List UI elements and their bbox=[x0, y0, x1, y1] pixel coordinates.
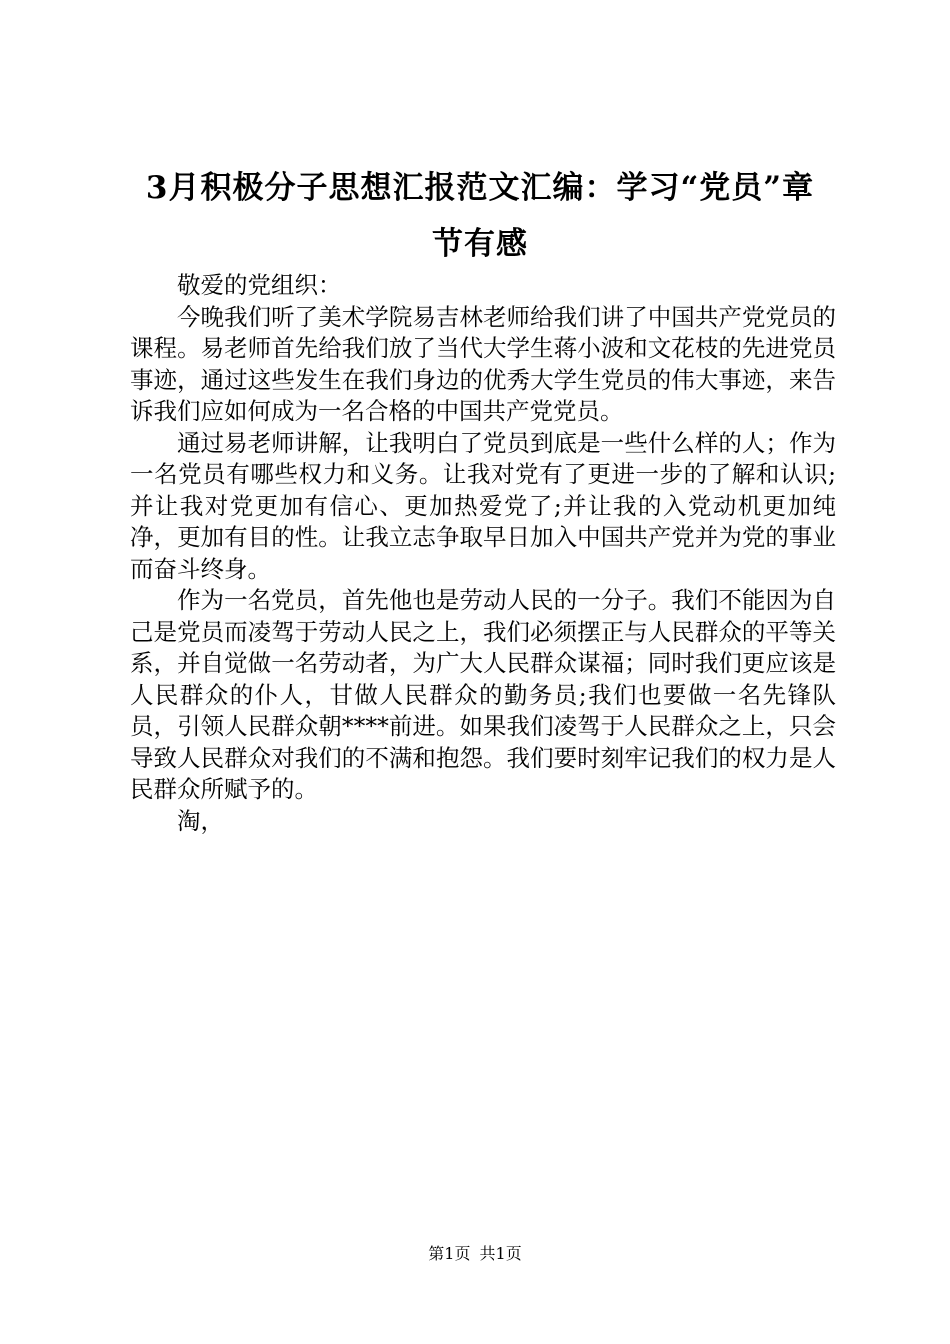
paragraph-1: 今晚我们听了美术学院易吉林老师给我们讲了中国共产党党员的课程。易老师首先给我们放了当代大学生蒋小波和文花枝的先进党员事迹，通过这些发生在我们身边的优秀大学生党员的伟大事迹，来告诉我们应如何成为一名合格的中国共产党党员。 bbox=[130, 302, 836, 425]
paragraph-3: 作为一名党员，首先他也是劳动人民的一分子。我们不能因为自己是党员而凌驾于劳动人民之上，我们必须摆正与人民群众的平等关系，并自觉做一名劳动者，为广大人民群众谋福；同时我们更应该是人民群众的仆人，甘做人民群众的勤务员;我们也要做一名先锋队员，引领人民群众朝****前进。如果我们凌驾于人民群众之上，只会导致人民群众对我们的不满和抱怨。我们要时刻牢记我们的权力是人民群众所赋予的。 bbox=[130, 586, 836, 803]
paragraph-2: 通过易老师讲解，让我明白了党员到底是一些什么样的人；作为一名党员有哪些权力和义务。让我对党有了更进一步的了解和认识;并让我对党更加有信心、更加热爱党了;并让我的入党动机更加纯净，更加有目的性。让我立志争取早日加入中国共产党并为党的事业而奋斗终身。 bbox=[130, 428, 836, 583]
salutation: 敬爱的党组织： bbox=[177, 271, 342, 299]
document-title: 3月积极分子思想汇报范文汇编：学习“党员”章节有感 bbox=[145, 170, 815, 262]
paragraph-4: 淘， bbox=[177, 806, 224, 835]
page-footer: 第1页 共1页 bbox=[428, 1244, 522, 1263]
document-body bbox=[130, 270, 836, 837]
